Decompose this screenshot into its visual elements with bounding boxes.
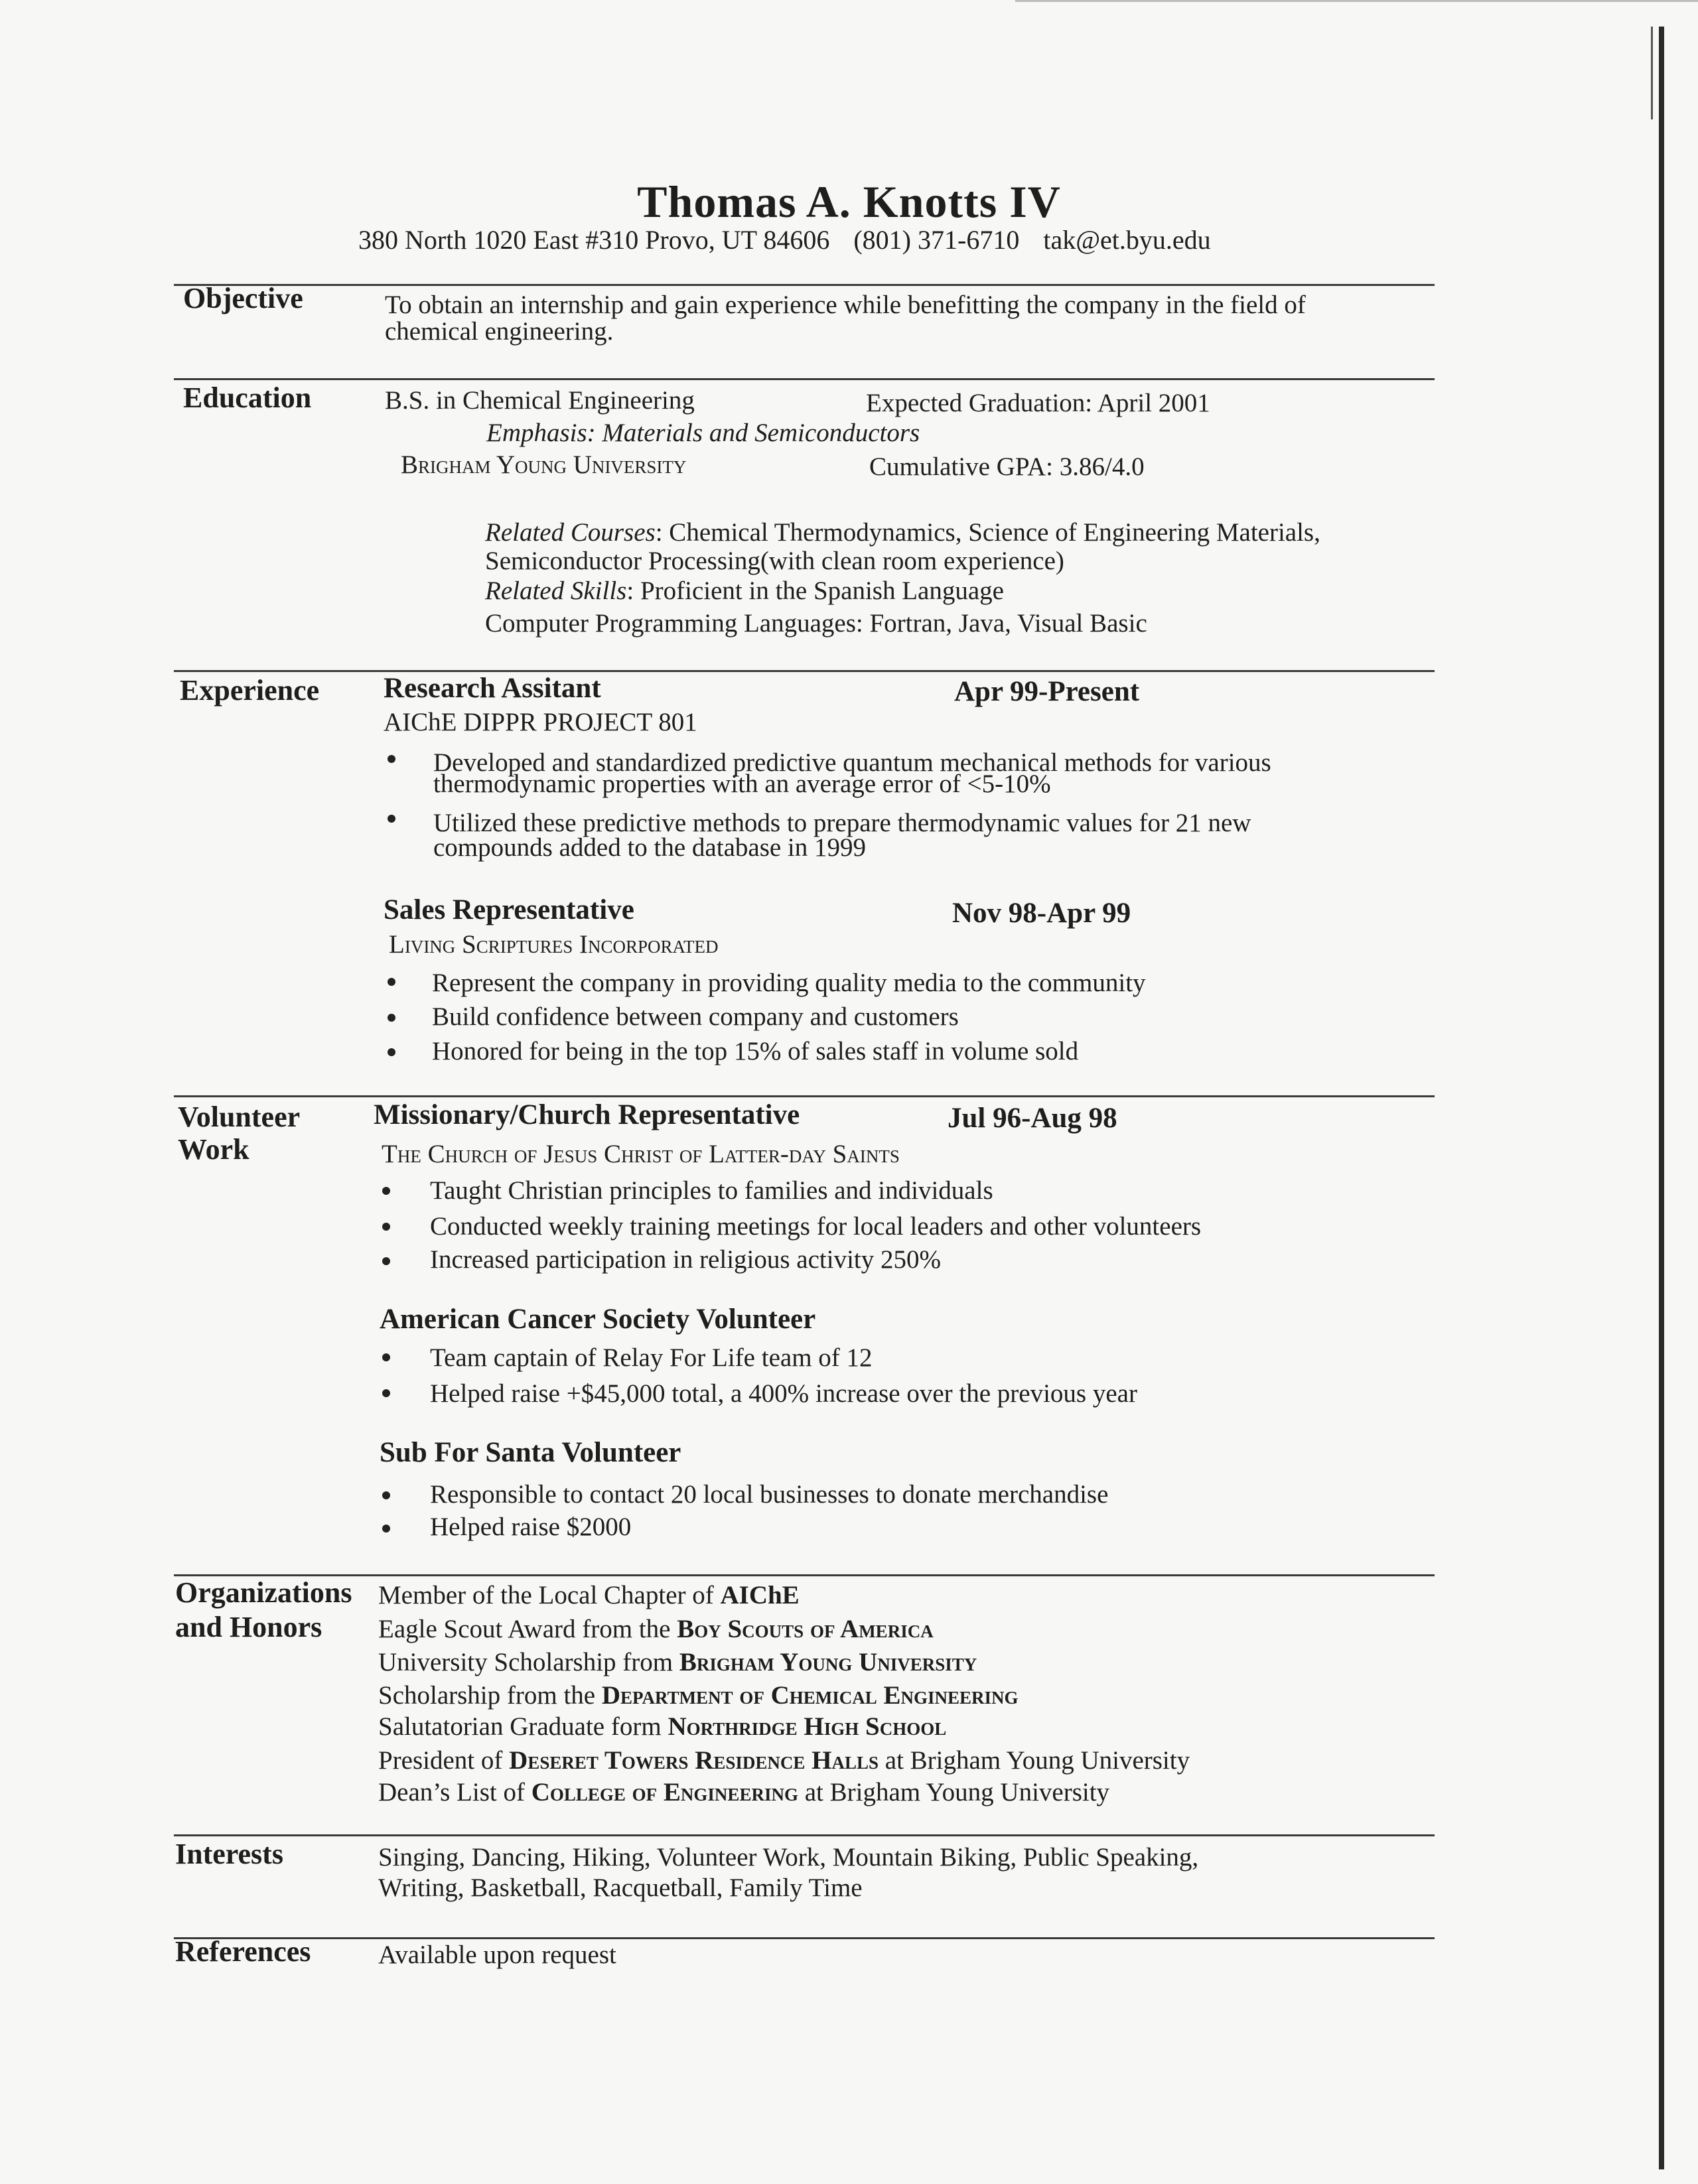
references-text: Available upon request <box>378 1941 616 1969</box>
divider <box>174 1937 1435 1939</box>
job-bullet-text: Represent the company in providing quality media to the community <box>432 969 1146 997</box>
bullet <box>388 1014 395 1022</box>
honor-org: College of Engineering <box>531 1778 798 1807</box>
objective-line-1: To obtain an internship and gain experience while benefitting the company in the field of <box>385 291 1306 319</box>
honor-org: Brigham Young University <box>679 1648 977 1676</box>
volunteer-role-title: American Cancer Society Volunteer <box>380 1304 816 1335</box>
section-label-references: References <box>175 1935 311 1968</box>
honor-text: Dean’s List of <box>378 1778 531 1807</box>
honor-text: Eagle Scout Award from the <box>378 1615 677 1643</box>
school: Brigham Young University <box>401 450 687 479</box>
honor-item <box>378 1647 977 1678</box>
divider <box>174 284 1435 286</box>
email: tak@et.byu.edu <box>1043 225 1211 255</box>
honor-text: University Scholarship from <box>378 1648 679 1676</box>
degree: B.S. in Chemical Engineering <box>385 386 695 415</box>
honor-org: Boy Scouts of America <box>677 1615 934 1643</box>
volunteer-bullet-text: Taught Christian principles to families and individuals <box>430 1176 993 1205</box>
volunteer-bullet-text: Responsible to contact 20 local businesses to donate merchandise <box>430 1480 1109 1509</box>
scan-edge-bar-small <box>1651 27 1653 119</box>
honor-org: Department of Chemical Engineering <box>601 1681 1019 1710</box>
job-bullet-text: Developed and standardized predictive quantum mechanical methods for various <box>433 748 1271 777</box>
divider <box>174 1095 1435 1097</box>
related-skills-text: : Proficient in the Spanish Language <box>626 577 1004 605</box>
divider <box>174 670 1435 672</box>
honor-text: at Brigham Young University <box>879 1746 1190 1775</box>
section-label-interests: Interests <box>175 1838 283 1870</box>
gpa: Cumulative GPA: 3.86/4.0 <box>869 452 1145 481</box>
phone: (801) 371-6710 <box>853 225 1020 255</box>
bullet <box>382 1257 390 1265</box>
job-org: Living Scriptures Incorporated <box>389 930 719 959</box>
bullet <box>382 1491 390 1499</box>
job-dates: Nov 98-Apr 99 <box>952 898 1131 929</box>
bullet <box>382 1389 390 1397</box>
divider <box>174 1574 1435 1576</box>
scan-edge-line <box>1015 0 1698 2</box>
bullet <box>382 1187 390 1195</box>
section-label-objective: Objective <box>183 282 303 314</box>
section-label-education: Education <box>183 381 312 414</box>
programming-languages: Computer Programming Languages: Fortran, Java, Visual Basic <box>485 609 1147 638</box>
volunteer-org: The Church of Jesus Christ of Latter-day Saints <box>382 1140 900 1168</box>
section-label-honors: and Honors <box>175 1611 322 1643</box>
job-bullet-text: Build confidence between company and customers <box>432 1002 959 1031</box>
related-courses-label: Related Courses <box>485 518 656 547</box>
section-label-work: Work <box>178 1133 249 1166</box>
job-bullet-text: Utilized these predictive methods to prepare thermodynamic values for 21 new <box>433 809 1251 837</box>
contact-line <box>358 224 1228 255</box>
honor-org: Deseret Towers Residence Halls <box>509 1746 879 1775</box>
volunteer-role-title: Sub For Santa Volunteer <box>380 1437 681 1468</box>
emphasis: Emphasis: Materials and Semiconductors <box>486 419 920 447</box>
volunteer-role-dates: Jul 96-Aug 98 <box>948 1103 1117 1134</box>
honor-text: Member of the Local Chapter of <box>378 1581 721 1609</box>
honor-org: AIChE <box>720 1581 800 1609</box>
related-skills <box>485 576 1004 606</box>
job-org: AIChE DIPPR PROJECT 801 <box>384 708 697 736</box>
bullet <box>382 1353 390 1361</box>
volunteer-bullet-text: Team captain of Relay For Life team of 12 <box>430 1343 873 1372</box>
divider <box>174 378 1435 380</box>
honor-item <box>378 1777 1109 1808</box>
related-skills-label: Related Skills <box>485 577 627 605</box>
bullet <box>382 1525 390 1533</box>
volunteer-bullet-text: Helped raise +$45,000 total, a 400% increase over the previous year <box>430 1379 1137 1408</box>
graduation: Expected Graduation: April 2001 <box>866 389 1210 417</box>
honor-text: Scholarship from the <box>378 1681 602 1710</box>
honor-item <box>378 1614 934 1645</box>
volunteer-bullet-text: Increased participation in religious activity 250% <box>430 1245 942 1274</box>
bullet <box>388 755 395 763</box>
bullet <box>388 978 395 986</box>
honor-item <box>378 1580 800 1611</box>
objective-line-2: chemical engineering. <box>385 317 614 346</box>
bullet <box>388 1048 395 1056</box>
divider <box>174 1834 1435 1836</box>
bullet <box>382 1223 390 1231</box>
honor-text: President of <box>378 1746 510 1775</box>
volunteer-bullet-text: Conducted weekly training meetings for local leaders and other volunteers <box>430 1212 1202 1241</box>
resume-name: Thomas A. Knotts IV <box>637 176 1061 227</box>
honor-text: Salutatorian Graduate form <box>378 1712 668 1741</box>
related-courses-line-1 <box>485 517 1320 548</box>
section-label-experience: Experience <box>180 674 320 707</box>
job-bullet-text: compounds added to the database in 1999 <box>433 833 867 862</box>
job-bullet-text: Honored for being in the top 15% of sales staff in volume sold <box>432 1037 1079 1065</box>
job-bullet-text: thermodynamic properties with an average error of <5-10% <box>433 770 1051 798</box>
volunteer-role-title: Missionary/Church Representative <box>374 1099 800 1130</box>
interests-line-1: Singing, Dancing, Hiking, Volunteer Work, Mountain Biking, Public Speaking, <box>378 1843 1199 1872</box>
honor-text: at Brigham Young University <box>798 1778 1110 1807</box>
scan-edge-bar <box>1659 27 1664 2169</box>
job-title: Research Assitant <box>384 673 601 704</box>
section-label-organizations: Organizations <box>175 1576 352 1609</box>
job-dates: Apr 99-Present <box>954 676 1140 707</box>
interests-line-2: Writing, Basketball, Racquetball, Family Time <box>378 1874 863 1902</box>
address: 380 North 1020 East #310 Provo, UT 84606 <box>358 225 830 255</box>
honor-item <box>378 1712 946 1742</box>
section-label-volunteer: Volunteer <box>178 1101 301 1133</box>
honor-item <box>378 1745 1190 1776</box>
honor-org: Northridge High School <box>668 1712 947 1741</box>
volunteer-bullet-text: Helped raise $2000 <box>430 1513 632 1541</box>
related-courses-text: : Chemical Thermodynamics, Science of Engineering Materials, <box>655 518 1320 547</box>
honor-item <box>378 1680 1019 1711</box>
job-title: Sales Representative <box>384 894 634 925</box>
related-courses-line-2: Semiconductor Processing(with clean room experience) <box>485 547 1064 575</box>
bullet <box>388 815 395 823</box>
